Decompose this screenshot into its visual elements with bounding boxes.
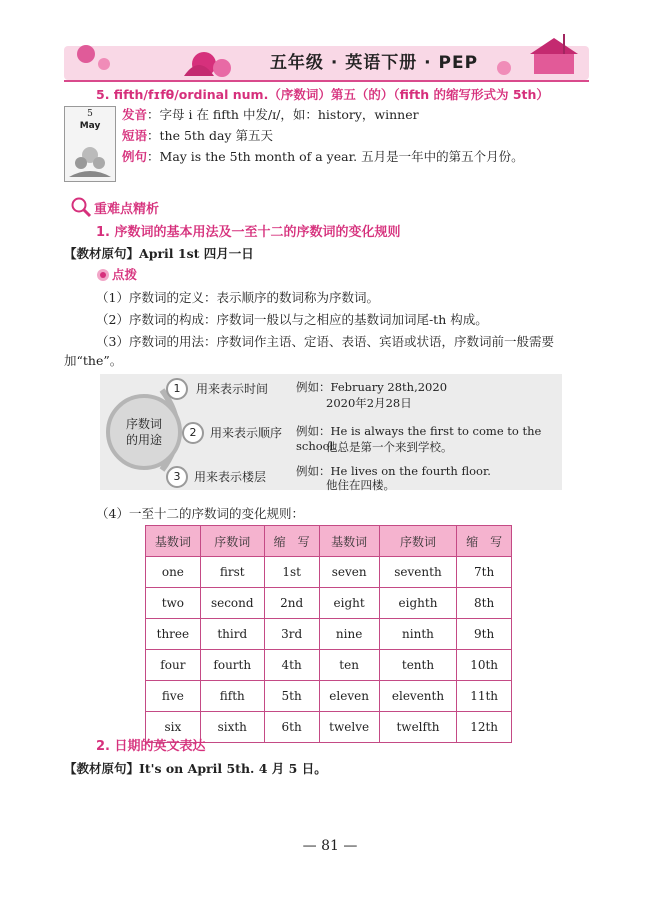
table-row <box>146 557 512 588</box>
textbook-source-2: 【教材原句】It's on April 5th. 4 月 5 日。 <box>64 761 327 776</box>
table-row <box>146 588 512 619</box>
tip-bullet-icon <box>96 268 110 282</box>
diagram-item-translation: 他住在四楼。 <box>326 478 395 492</box>
table-cell: 4th <box>264 650 319 681</box>
table-cell: 11th <box>457 681 512 712</box>
paragraph-usage-line2: 加“the”。 <box>64 353 123 368</box>
diagram-item-example: 例如：He lives on the fourth floor. <box>296 464 491 478</box>
ordinal-numbers-table <box>145 525 512 743</box>
table-header-row <box>146 526 512 557</box>
example-text: ：May is the 5th month of a year. 五月是一年中的第五个月份。 <box>147 149 524 164</box>
paragraph-formation: （2）序数词的构成：序数词一般以与之相应的基数词加词尾-th 构成。 <box>96 312 488 327</box>
table-cell: 1st <box>264 557 319 588</box>
ordinal-usage-diagram <box>100 374 562 490</box>
table-header-cell: 基数词 <box>146 526 201 557</box>
calendar-day: 5 <box>87 109 93 119</box>
table-cell: tenth <box>379 650 456 681</box>
table-cell: twelve <box>319 712 379 743</box>
pronunciation-label: 发音 <box>122 107 148 122</box>
table-cell: eight <box>319 588 379 619</box>
diagram-center-line2: 的用途 <box>125 433 162 447</box>
page-header <box>64 24 589 80</box>
textbook-source-1: 【教材原句】April 1st 四月一日 <box>64 246 254 261</box>
table-cell: 6th <box>264 712 319 743</box>
diagram-item-label: 用来表示楼层 <box>194 470 267 484</box>
table-cell: 9th <box>457 619 512 650</box>
table-cell: one <box>146 557 201 588</box>
header-divider <box>64 80 589 82</box>
table-cell: ten <box>319 650 379 681</box>
table-cell: 7th <box>457 557 512 588</box>
calendar-month: May <box>79 121 101 131</box>
table-cell: five <box>146 681 201 712</box>
table-cell: twelfth <box>379 712 456 743</box>
diagram-item-translation: 他总是第一个来到学校。 <box>326 440 453 454</box>
table-cell: eleven <box>319 681 379 712</box>
page-number: — 81 — <box>302 838 358 854</box>
table-header-cell: 缩 写 <box>264 526 319 557</box>
table-cell: two <box>146 588 201 619</box>
flower-illustration-icon <box>69 137 111 177</box>
word-heading: 5. fifth/fɪfθ/ordinal num.（序数词）第五（的）（fifth 的缩写形式为 5th） <box>96 87 549 102</box>
table-cell: fourth <box>200 650 264 681</box>
diagram-item-example: 例如：He is always the first to come to the school. <box>296 424 542 453</box>
diagram-item-number: 1 <box>166 378 188 400</box>
example-line <box>122 148 524 166</box>
phrase-line <box>122 127 273 145</box>
table-cell: nine <box>319 619 379 650</box>
diagram-item-label: 用来表示时间 <box>196 382 269 396</box>
table-cell: 12th <box>457 712 512 743</box>
diagram-center-line1: 序数词 <box>125 417 162 431</box>
diagram-item-label: 用来表示顺序 <box>210 426 283 440</box>
pronunciation-line <box>122 106 419 124</box>
table-header-cell: 序数词 <box>200 526 264 557</box>
pronunciation-text: ：字母 i 在 fifth 中发/ɪ/，如：history，winner <box>147 107 419 122</box>
table-row <box>146 681 512 712</box>
paragraph-definition: （1）序数词的定义：表示顺序的数词称为序数词。 <box>96 290 379 305</box>
table-cell: fifth <box>200 681 264 712</box>
table-cell: 3rd <box>264 619 319 650</box>
table-cell: third <box>200 619 264 650</box>
table-cell: 2nd <box>264 588 319 619</box>
table-cell: 8th <box>457 588 512 619</box>
subheading-dates: 2. 日期的英文表达 <box>96 739 206 754</box>
table-header-cell: 序数词 <box>379 526 456 557</box>
table-header-cell: 基数词 <box>319 526 379 557</box>
table-cell: sixth <box>200 712 264 743</box>
diagram-item-translation: 2020年2月28日 <box>326 396 412 410</box>
phrase-text: ：the 5th day 第五天 <box>147 128 273 143</box>
tip-label: 点拨 <box>112 267 138 282</box>
table-cell: ninth <box>379 619 456 650</box>
diagram-center-node <box>106 394 182 470</box>
table-cell: three <box>146 619 201 650</box>
paragraph-change-rules: （4）一至十二的序数词的变化规则： <box>96 506 304 521</box>
example-label: 例句 <box>122 149 148 164</box>
phrase-label: 短语 <box>122 128 148 143</box>
magnifier-icon <box>70 196 92 218</box>
table-cell: first <box>200 557 264 588</box>
table-cell: eleventh <box>379 681 456 712</box>
table-cell: six <box>146 712 201 743</box>
subheading-ordinal-rules: 1. 序数词的基本用法及一至十二的序数词的变化规则 <box>96 225 401 240</box>
table-row <box>146 650 512 681</box>
table-cell: seventh <box>379 557 456 588</box>
calendar-image <box>64 106 116 182</box>
table-row <box>146 619 512 650</box>
diagram-item-number: 3 <box>166 466 188 488</box>
table-cell: second <box>200 588 264 619</box>
table-header-cell: 缩 写 <box>457 526 512 557</box>
table-cell: eighth <box>379 588 456 619</box>
diagram-item-number: 2 <box>182 422 204 444</box>
page-header-title: 五年级 · 英语下册 · PEP <box>269 53 479 73</box>
paragraph-usage-line1: （3）序数词的用法：序数词作主语、定语、表语、宾语或状语，序数词前一般需要 <box>96 334 554 349</box>
table-cell: four <box>146 650 201 681</box>
table-cell: seven <box>319 557 379 588</box>
table-cell: 10th <box>457 650 512 681</box>
diagram-item-example: 例如：February 28th,2020 <box>296 380 448 394</box>
section-title-key-points: 重难点精析 <box>94 202 160 217</box>
table-cell: 5th <box>264 681 319 712</box>
